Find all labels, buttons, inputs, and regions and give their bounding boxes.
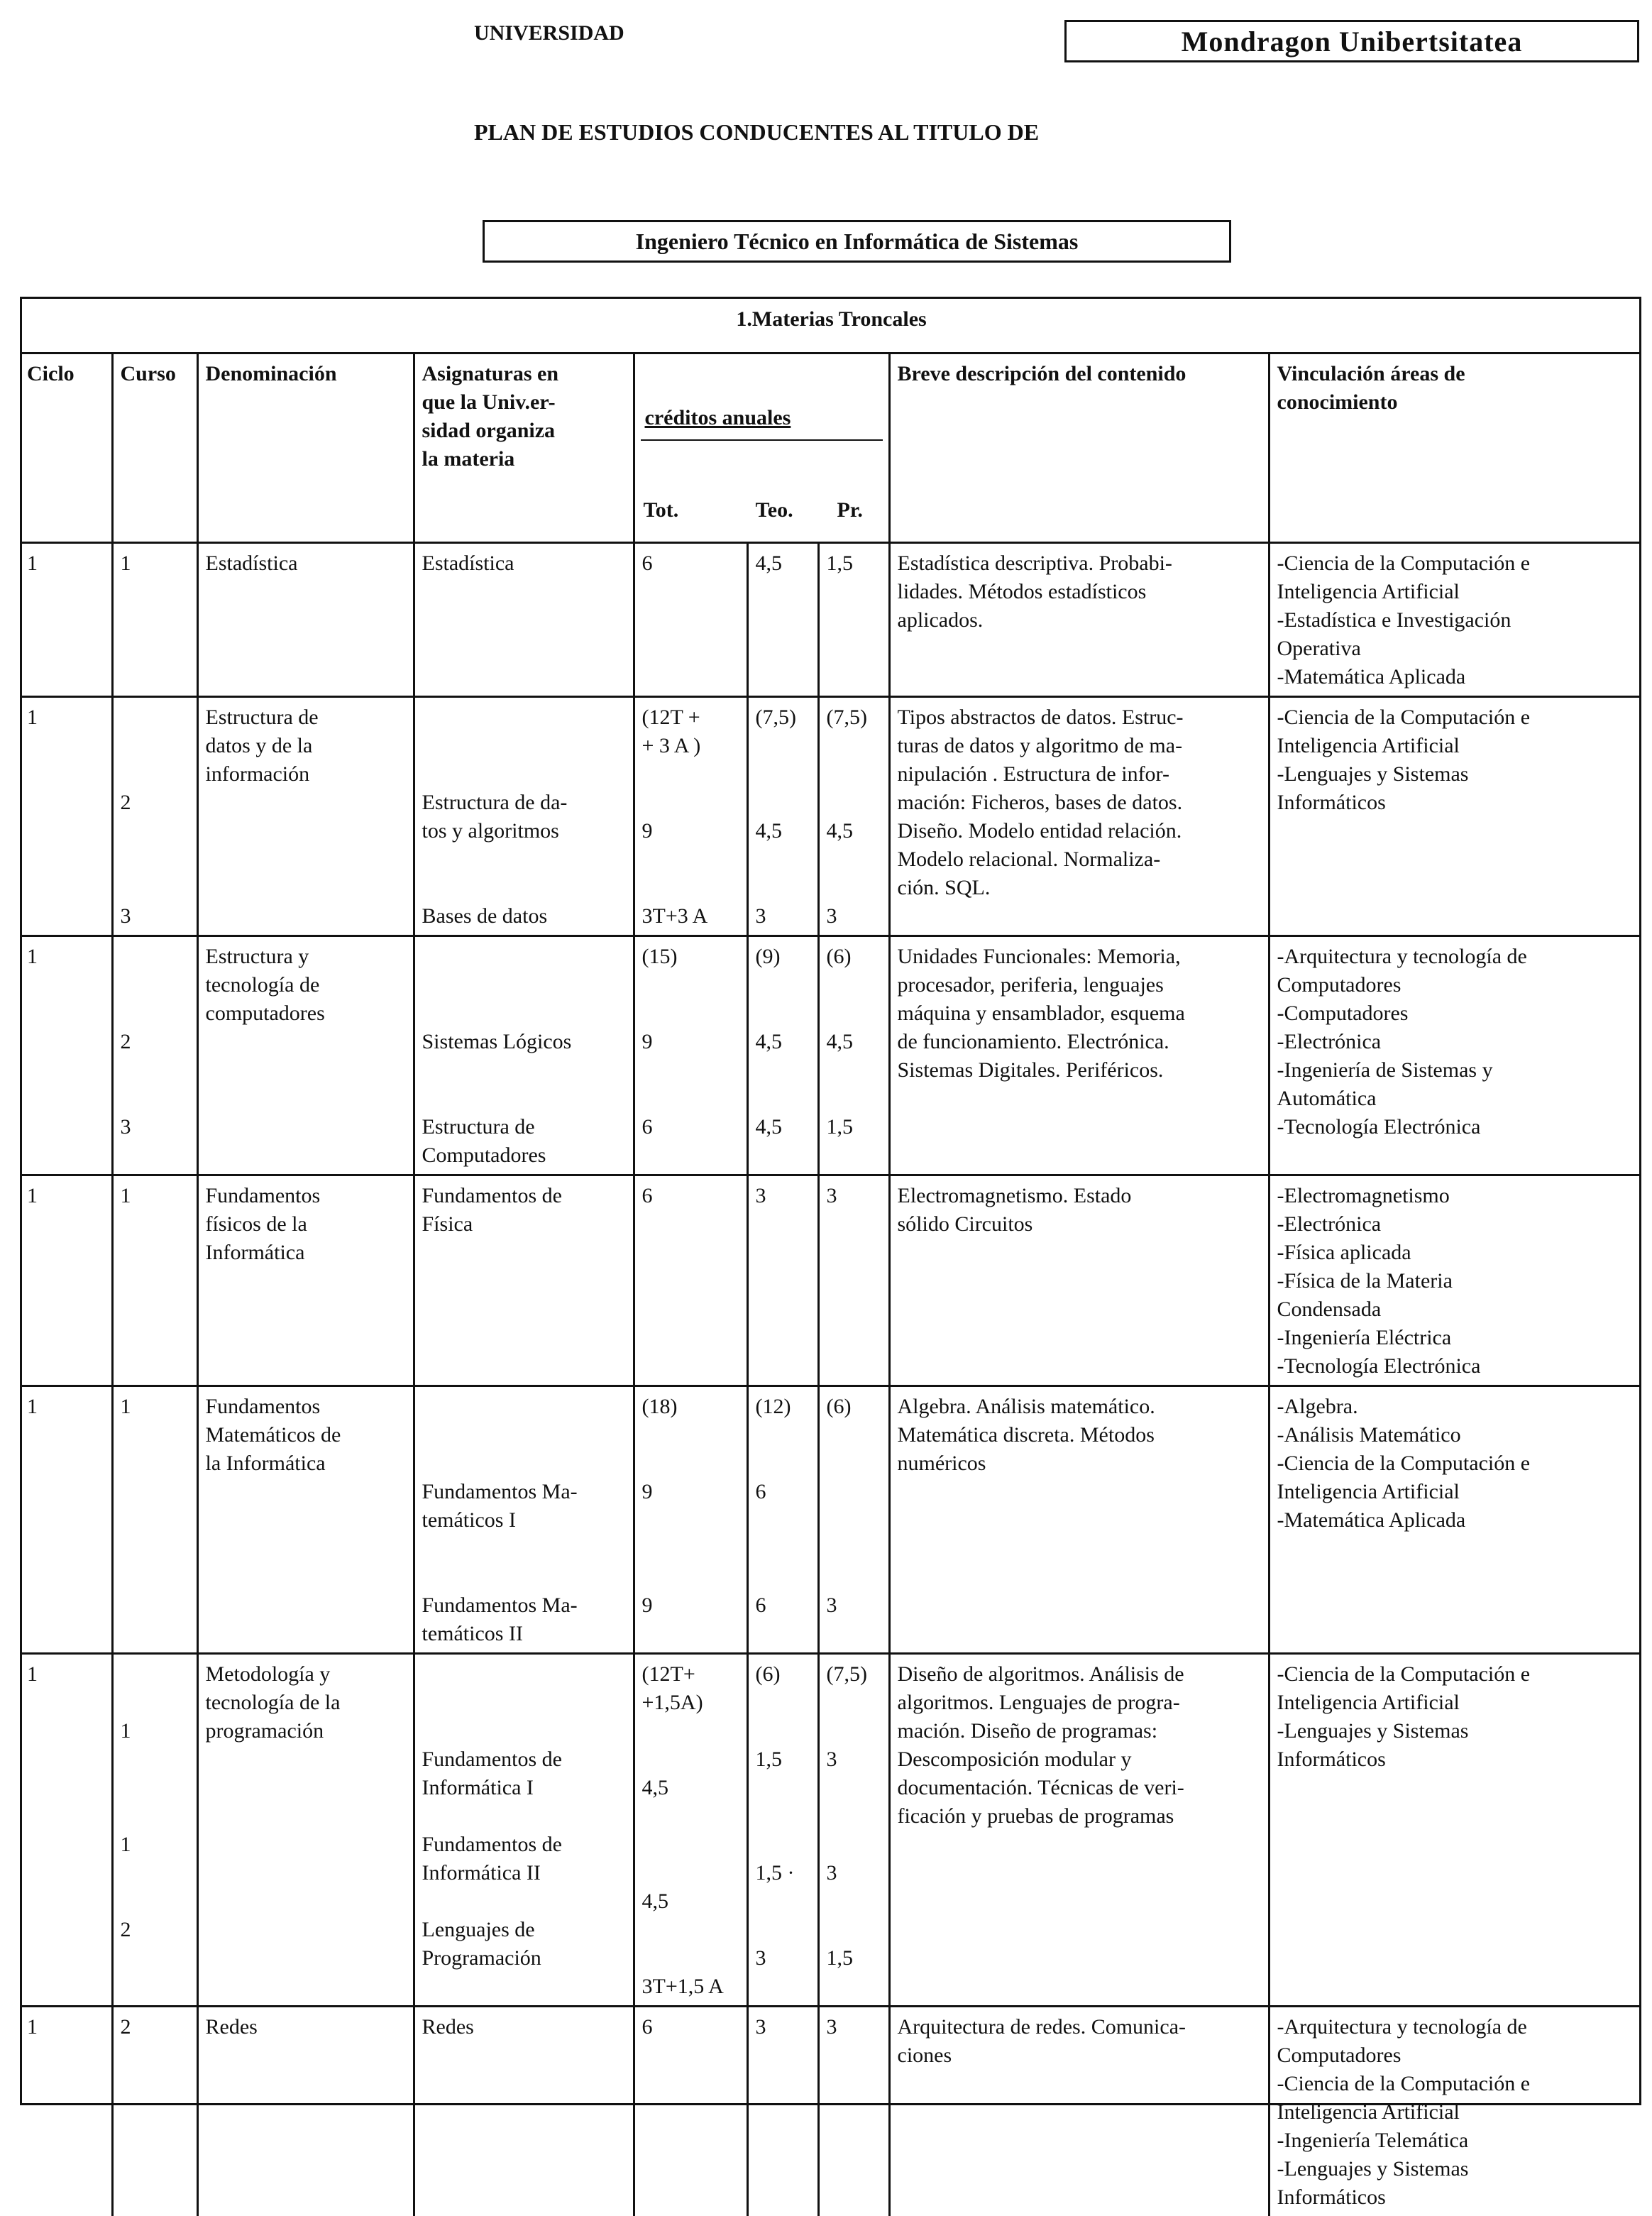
cell-tot: (18) 9 9 xyxy=(634,1386,747,1654)
cell-descripcion: Electromagnetismo. Estado sólido Circuitos xyxy=(889,1175,1269,1386)
cell-descripcion: Tipos abstractos de datos. Estruc- turas de datos y algoritmo de ma- nipulación . Estructura de infor- mación: Ficheros, bases de datos. Diseño. Modelo entidad relación. Modelo relacional. Normaliza- ción. SQL. xyxy=(889,697,1269,936)
cell-descripcion: Algebra. Análisis matemático. Matemática discreta. Métodos numéricos xyxy=(889,1386,1269,1654)
cell-vinculacion: -Arquitectura y tecnología de Computadores -Computadores -Electrónica -Ingeniería de Sistemas y Automática -Tecnología Electrónica xyxy=(1269,936,1641,1175)
cell-pr: (7,5) 3 3 1,5 xyxy=(818,1654,889,2007)
cell-teo: 3 xyxy=(747,1175,818,1386)
cell-denominacion: Fundamentos Matemáticos de la Informática xyxy=(197,1386,414,1654)
cell-asignatura: Estructura de da- tos y algoritmos Bases de datos xyxy=(414,697,634,936)
cell-pr: (7,5) 4,5 3 xyxy=(818,697,889,936)
table-row xyxy=(20,697,1641,936)
degree-box xyxy=(483,220,1231,263)
cell-curso: 1 xyxy=(112,1386,197,1654)
materias-table xyxy=(20,297,1641,2216)
col-denominacion: Denominación xyxy=(197,353,414,543)
cell-asignatura: Fundamentos de Informática I Fundamentos de Informática II Lenguajes de Programación xyxy=(414,1654,634,2007)
cell-denominacion: Estructura y tecnología de computadores xyxy=(197,936,414,1175)
table-row xyxy=(20,543,1641,697)
table-row xyxy=(20,2007,1641,2216)
cell-teo: (12) 6 6 xyxy=(747,1386,818,1654)
cell-descripcion: Estadística descriptiva. Probabi- lidades. Métodos estadísticos aplicados. xyxy=(889,543,1269,697)
col-vinculacion: Vinculación áreas de conocimiento xyxy=(1269,353,1641,543)
degree-title: Ingeniero Técnico en Informática de Sistemas xyxy=(636,229,1079,255)
cell-pr: (6) 4,5 1,5 xyxy=(818,936,889,1175)
cell-denominacion: Fundamentos físicos de la Informática xyxy=(197,1175,414,1386)
cell-asignatura: Fundamentos de Física xyxy=(414,1175,634,1386)
cell-asignatura: Estadística xyxy=(414,543,634,697)
col-creditos xyxy=(634,353,889,543)
cell-curso: 2 xyxy=(112,2007,197,2216)
cell-descripcion: Unidades Funcionales: Memoria, procesador, periferia, lenguajes máquina y ensamblador, esquema de funcionamiento. Electrónica. Sistemas Digitales. Periféricos. xyxy=(889,936,1269,1175)
cell-pr: 3 xyxy=(818,1175,889,1386)
plan-title: PLAN DE ESTUDIOS CONDUCENTES AL TITULO DE xyxy=(474,119,1039,146)
cell-tot: (12T + + 3 A ) 9 3T+3 A xyxy=(634,697,747,936)
cell-teo: 4,5 xyxy=(747,543,818,697)
creditos-divider xyxy=(641,439,883,441)
cell-curso: 2 3 xyxy=(112,697,197,936)
cell-pr: 3 xyxy=(818,2007,889,2216)
col-curso: Curso xyxy=(112,353,197,543)
creditos-caption: créditos anuales xyxy=(645,404,791,432)
cell-ciclo: 1 xyxy=(20,1175,112,1386)
university-label: UNIVERSIDAD xyxy=(474,21,624,45)
col-teo: Teo. xyxy=(756,496,793,525)
cell-tot: (15) 9 6 xyxy=(634,936,747,1175)
cell-curso: 1 xyxy=(112,1175,197,1386)
table-row xyxy=(20,1654,1641,2007)
cell-ciclo: 1 xyxy=(20,2007,112,2216)
cell-descripcion: Diseño de algoritmos. Análisis de algoritmos. Lenguajes de progra- mación. Diseño de programas: Descomposición modular y documentación. Técnicas de veri- ficación y pruebas de programas xyxy=(889,1654,1269,2007)
cell-ciclo: 1 xyxy=(20,1386,112,1654)
col-tot: Tot. xyxy=(644,496,679,525)
cell-tot: 6 xyxy=(634,1175,747,1386)
cell-vinculacion: -Ciencia de la Computación e Inteligencia Artificial -Lenguajes y Sistemas Informáticos xyxy=(1269,697,1641,936)
cell-vinculacion: -Electromagnetismo -Electrónica -Física aplicada -Física de la Materia Condensada -Ingeniería Eléctrica -Tecnología Electrónica xyxy=(1269,1175,1641,1386)
cell-tot: 6 xyxy=(634,2007,747,2216)
cell-teo: (7,5) 4,5 3 xyxy=(747,697,818,936)
university-name-box xyxy=(1064,20,1639,62)
cell-descripcion: Arquitectura de redes. Comunica- ciones xyxy=(889,2007,1269,2216)
cell-curso: 1 1 2 xyxy=(112,1654,197,2007)
cell-vinculacion: -Arquitectura y tecnología de Computadores -Ciencia de la Computación e Inteligencia Artificial -Ingeniería Telemática -Lenguajes y Sistemas Informáticos xyxy=(1269,2007,1641,2216)
cell-asignatura: Fundamentos Ma- temáticos I Fundamentos Ma- temáticos II xyxy=(414,1386,634,1654)
col-ciclo: Ciclo xyxy=(20,353,112,543)
cell-vinculacion: -Ciencia de la Computación e Inteligencia Artificial -Lenguajes y Sistemas Informáticos xyxy=(1269,1654,1641,2007)
cell-denominacion: Estructura de datos y de la información xyxy=(197,697,414,936)
university-name: Mondragon Unibertsitatea xyxy=(1182,25,1523,58)
cell-ciclo: 1 xyxy=(20,1654,112,2007)
cell-tot: 6 xyxy=(634,543,747,697)
cell-vinculacion: -Ciencia de la Computación e Inteligencia Artificial -Estadística e Investigación Operativa -Matemática Aplicada xyxy=(1269,543,1641,697)
cell-ciclo: 1 xyxy=(20,697,112,936)
cell-curso: 1 xyxy=(112,543,197,697)
col-descripcion: Breve descripción del contenido xyxy=(889,353,1269,543)
cell-teo: (6) 1,5 1,5 · 3 xyxy=(747,1654,818,2007)
col-pr: Pr. xyxy=(837,496,863,525)
section-title: 1.Materias Troncales xyxy=(20,297,1641,353)
cell-denominacion: Metodología y tecnología de la programación xyxy=(197,1654,414,2007)
cell-pr: 1,5 xyxy=(818,543,889,697)
cell-denominacion: Redes xyxy=(197,2007,414,2216)
cell-asignatura: Sistemas Lógicos Estructura de Computadores xyxy=(414,936,634,1175)
table-row xyxy=(20,1175,1641,1386)
col-asignaturas: Asignaturas en que la Univ.er- sidad organiza la materia xyxy=(414,353,634,543)
cell-tot: (12T+ +1,5A) 4,5 4,5 3T+1,5 A xyxy=(634,1654,747,2007)
cell-ciclo: 1 xyxy=(20,543,112,697)
cell-teo: (9) 4,5 4,5 xyxy=(747,936,818,1175)
cell-ciclo: 1 xyxy=(20,936,112,1175)
cell-pr: (6) 3 xyxy=(818,1386,889,1654)
cell-denominacion: Estadística xyxy=(197,543,414,697)
table-row xyxy=(20,1386,1641,1654)
cell-teo: 3 xyxy=(747,2007,818,2216)
cell-asignatura: Redes xyxy=(414,2007,634,2216)
cell-vinculacion: -Algebra. -Análisis Matemático -Ciencia de la Computación e Inteligencia Artificial -Matemática Aplicada xyxy=(1269,1386,1641,1654)
table-row xyxy=(20,936,1641,1175)
cell-curso: 2 3 xyxy=(112,936,197,1175)
